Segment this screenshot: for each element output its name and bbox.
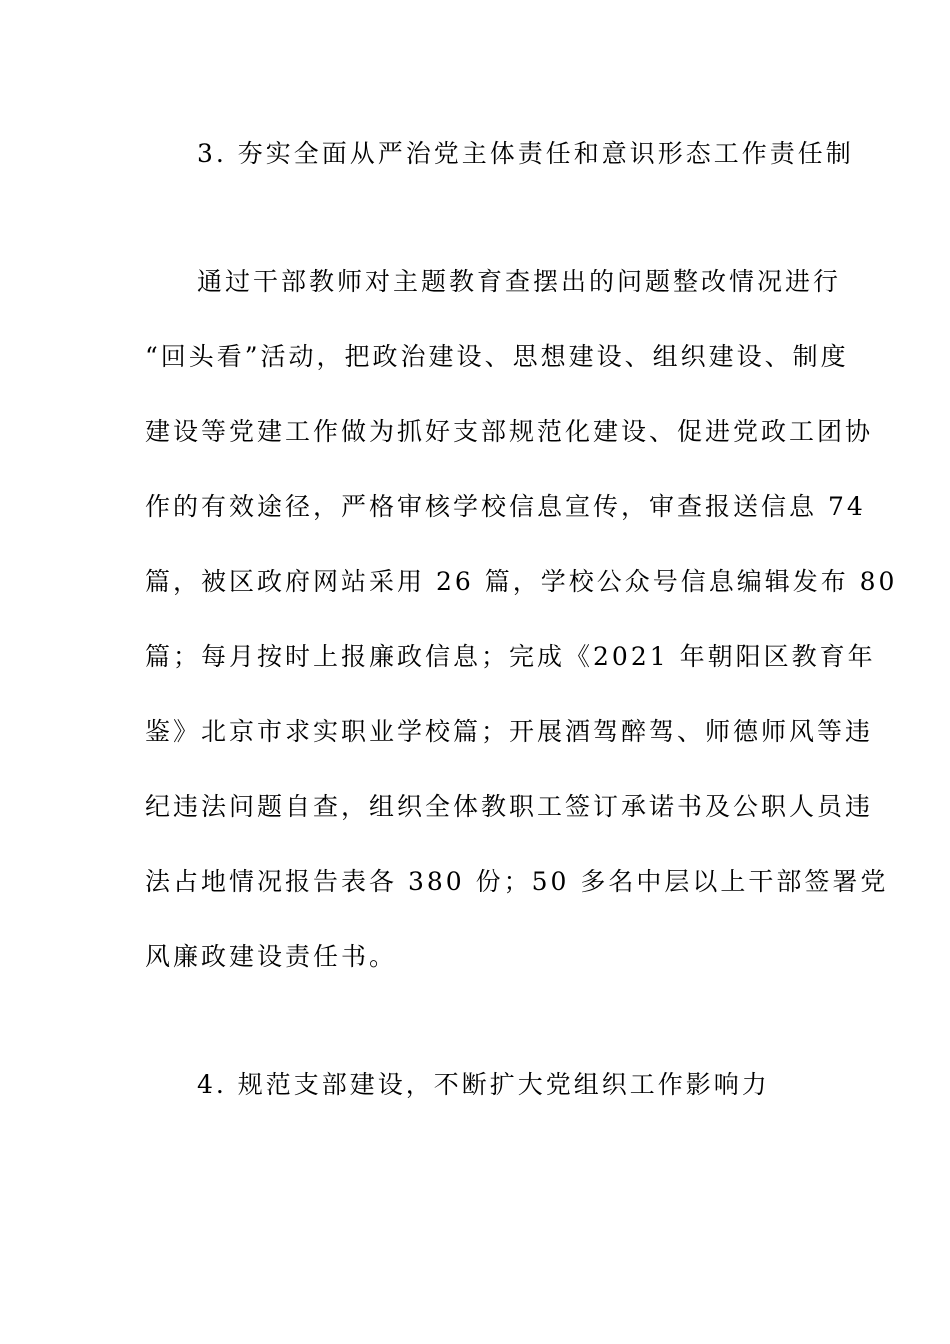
paragraph-line: 纪违法问题自查，组织全体教职工签订承诺书及公职人员违 <box>145 792 874 821</box>
paragraph-line: 篇，被区政府网站采用 26 篇，学校公众号信息编辑发布 80 <box>145 567 898 596</box>
paragraph-line: 鉴》北京市求实职业学校篇；开展酒驾醉驾、师德师风等违 <box>145 717 874 746</box>
paragraph-line: 篇；每月按时上报廉政信息；完成《2021 年朝阳区教育年 <box>145 642 876 671</box>
paragraph-line: 法占地情况报告表各 380 份；50 多名中层以上干部签署党 <box>145 867 889 896</box>
paragraph-line: 风廉政建设责任书。 <box>145 942 398 971</box>
paragraph-line: 通过干部教师对主题教育查摆出的问题整改情况进行 <box>197 267 842 296</box>
section-heading-4: 4. 规范支部建设，不断扩大党组织工作影响力 <box>197 1070 770 1099</box>
paragraph-line: 作的有效途径，严格审核学校信息宣传，审查报送信息 74 <box>145 492 866 521</box>
paragraph-line: 建设等党建工作做为抓好支部规范化建设、促进党政工团协 <box>145 417 874 446</box>
section-heading-3: 3. 夯实全面从严治党主体责任和意识形态工作责任制 <box>197 139 854 168</box>
paragraph-line: “回头看”活动，把政治建设、思想建设、组织建设、制度 <box>145 342 849 371</box>
